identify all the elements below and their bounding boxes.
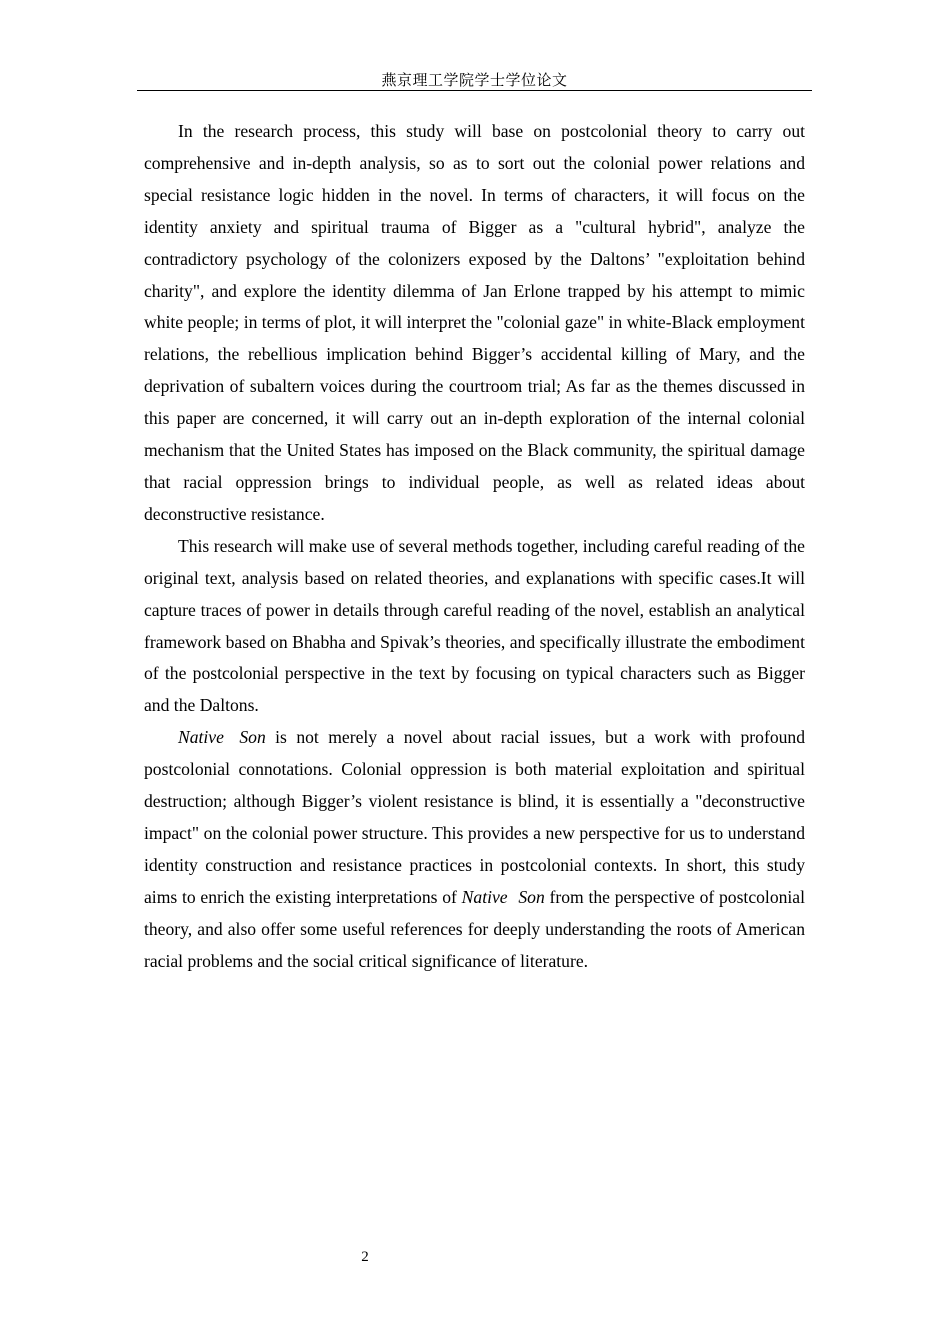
book-title-native-son: Native Son xyxy=(178,727,266,748)
thesis-header-title: 燕京理工学院学士学位论文 xyxy=(381,71,568,89)
paragraph-text-segment: is not merely a novel about racial issues, but a work with profound postcolonial connotations. Colonial oppression is both material exploitation and spiritual destruction; although Bigger’s violent resistance is blind, it is essentially a "deconstructive impact" on the colonial power structure. This provides a new perspective for us to understand identity construction and resistance practices in postcolonial contexts. In short, this study aims to enrich the existing interpretations of xyxy=(144,727,806,907)
page-number: 2 xyxy=(361,1249,369,1265)
book-title-native-son: Native Son xyxy=(461,886,545,907)
paragraph-research-methods: This research will make use of several methods together, including careful reading of the original text, analysis based on related theories, and explanations with specific cases.It will capture traces of power in details through careful reading of the novel, establish an analytical framework based on Bhabha and Spivak’s theories, and specifically illustrate the embodiment of the postcolonial perspective in the text by focusing on typical characters such as Bigger and the Daltons. xyxy=(144,535,805,716)
body-text xyxy=(144,116,805,977)
paragraph-research-process: In the research process, this study will base on postcolonial theory to carry out comprehensive and in-depth analysis, so as to sort out the colonial power relations and special resistance logic hidden in the novel. In terms of characters, it will focus on the identity anxiety and spiritual trauma of Bigger as a "cultural hybrid", analyze the contradictory psychology of the colonizers exposed by the Daltons’ "exploitation behind charity", and explore the identity dilemma of Jan Erlone trapped by his attempt to mimic white people; in terms of plot, it will interpret the "colonial gaze" in white-Black employment relations, the rebellious implication behind Bigger’s accidental killing of Mary, and the deprivation of subaltern voices during the courtroom trial; As far as the themes discussed in this paper are concerned, it will carry out an in-depth exploration of the internal colonial mechanism that the United States has imposed on the Black community, the spiritual damage that racial oppression brings to individual people, as well as related ideas about deconstructive resistance. xyxy=(144,121,805,524)
page-header xyxy=(137,70,812,91)
paragraph-text-segment: from the perspective of postcolonial theory, and also offer some useful references for deeply understanding the roots of American racial problems and the social critical significance of literature. xyxy=(144,886,805,971)
paragraph-conclusion xyxy=(144,722,805,977)
